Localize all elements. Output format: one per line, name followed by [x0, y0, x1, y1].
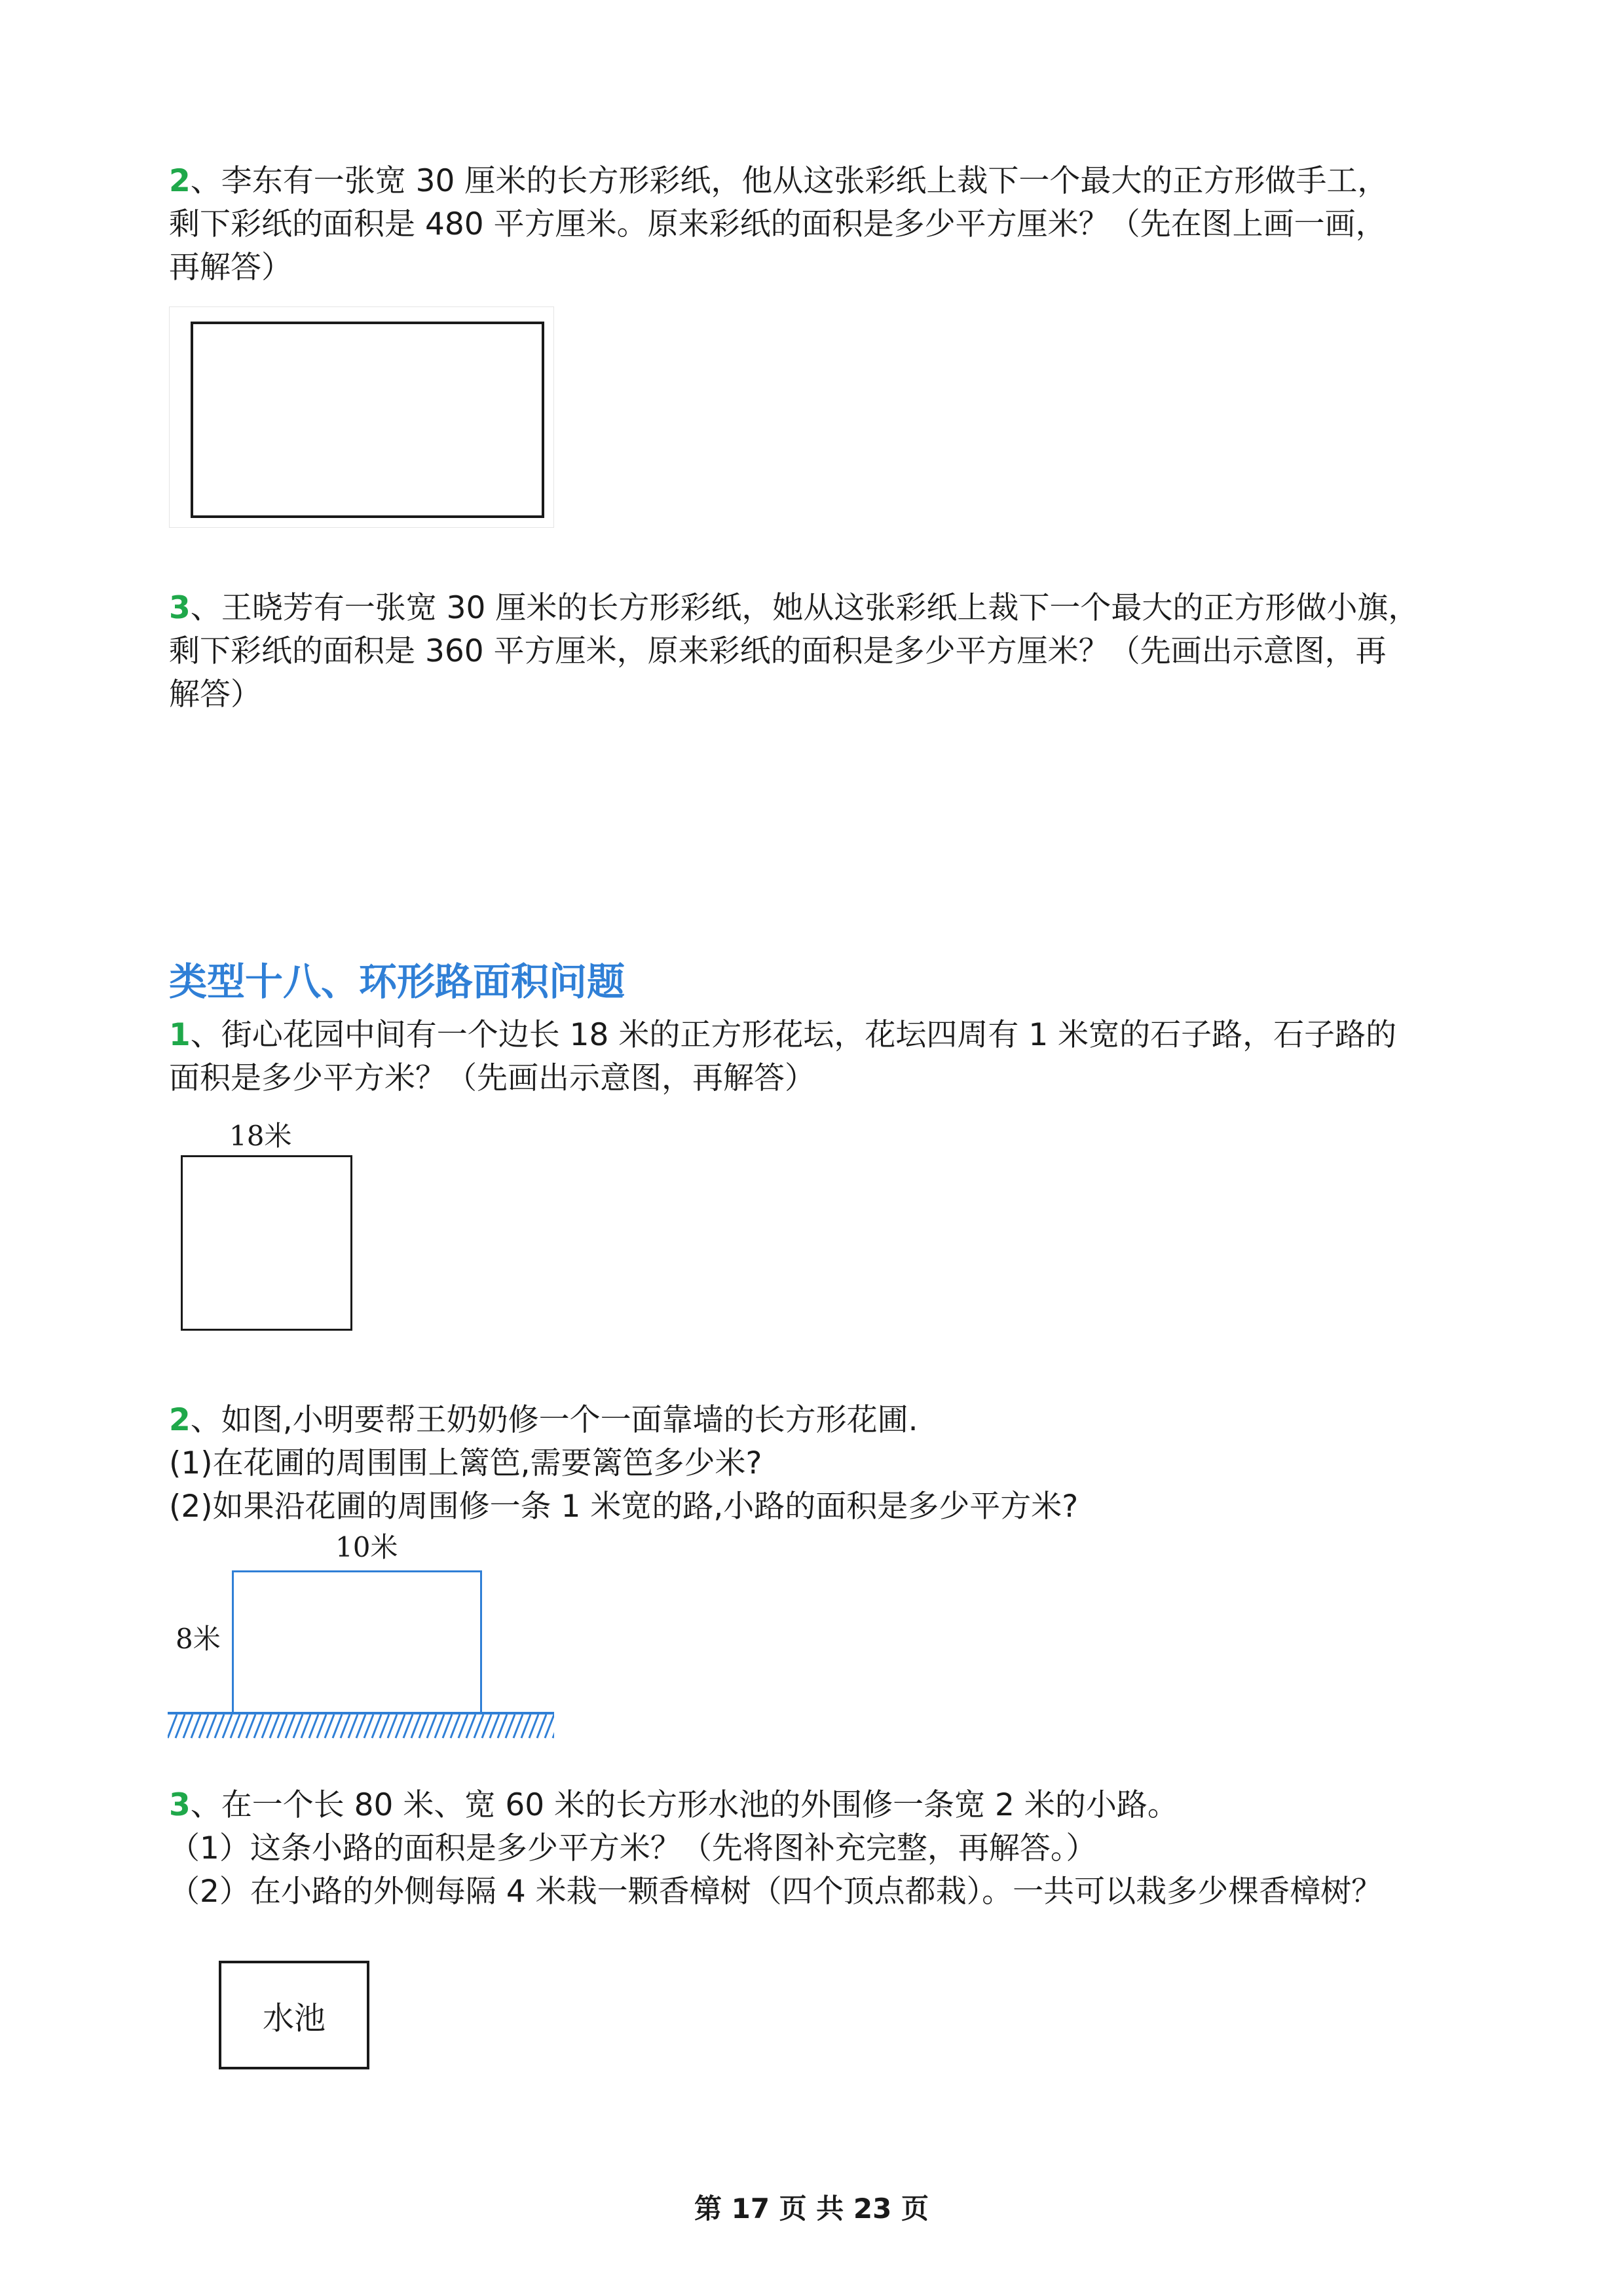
hatch-mark — [246, 1714, 255, 1738]
hatch-mark — [341, 1714, 350, 1738]
hatch-mark — [317, 1714, 326, 1738]
square-side-label: 18米 — [229, 1120, 292, 1152]
garden-rectangle — [232, 1570, 482, 1714]
hatch-mark — [506, 1714, 515, 1738]
hatch-mark — [372, 1714, 381, 1738]
hatch-mark — [183, 1714, 193, 1738]
hatch-mark — [474, 1714, 483, 1738]
hatch-mark — [529, 1714, 538, 1738]
hatch-mark — [380, 1714, 389, 1738]
hatch-mark — [168, 1714, 177, 1738]
hatch-mark — [396, 1714, 405, 1738]
wall-hatch — [168, 1711, 554, 1741]
hatch-mark — [443, 1714, 452, 1738]
problem-2-garden: 2、如图,小明要帮王奶奶修一个一面靠墙的长方形花圃. (1)在花圃的周围围上篱笆,需要篱笆多少米? (2)如果沿花圃的周围修一条 1 米宽的路,小路的面积是多少平方米? — [169, 1402, 1079, 1525]
hatch-mark — [176, 1714, 185, 1738]
flower-bed-square — [181, 1155, 352, 1331]
hatch-mark — [333, 1714, 342, 1738]
hatch-mark — [451, 1714, 460, 1738]
problem-number: 2 — [169, 1402, 191, 1438]
hatch-mark — [270, 1714, 279, 1738]
hatch-mark — [301, 1714, 310, 1738]
problem-3-cutting: 3、王晓芳有一张宽 30 厘米的长方形彩纸，她从这张彩纸上裁下一个最大的正方形做小旗， 剩下彩纸的面积是 360 平方厘米，原来彩纸的面积是多少平方厘米？（先画出示意图，再 解答） — [169, 590, 1419, 713]
problem-number: 3 — [169, 590, 191, 626]
problem-number: 1 — [169, 1017, 191, 1053]
hatch-mark — [521, 1714, 531, 1738]
hatch-mark — [537, 1714, 546, 1738]
section-heading: 类型十八、环形路面积问题 — [169, 959, 625, 1004]
hatch-mark — [427, 1714, 436, 1738]
hatch-mark — [309, 1714, 318, 1738]
problem-3-pool: 3、在一个长 80 米、宽 60 米的长方形水池的外围修一条宽 2 米的小路。 （1）这条小路的面积是多少平方米？（先将图补充完整，再解答。） （2）在小路的外侧每隔 4 米栽一颗香樟树（四个顶点都栽）。一共可以栽多少棵香樟树？ — [169, 1787, 1383, 1910]
hatch-mark — [490, 1714, 499, 1738]
hatch-mark — [215, 1714, 224, 1738]
hatch-mark — [262, 1714, 271, 1738]
hatch-mark — [254, 1714, 263, 1738]
problem-number: 2 — [169, 163, 191, 199]
hatch-mark — [191, 1714, 200, 1738]
problem-2-cutting: 2、李东有一张宽 30 厘米的长方形彩纸，他从这张彩纸上裁下一个最大的正方形做手工， 剩下彩纸的面积是 480 平方厘米。原来彩纸的面积是多少平方厘米？（先在图上画一画， 再解答） — [169, 163, 1389, 286]
hatch-mark — [498, 1714, 507, 1738]
hatch-mark — [513, 1714, 523, 1738]
hatch-mark — [356, 1714, 365, 1738]
hatch-mark — [364, 1714, 373, 1738]
hatch-mark — [207, 1714, 216, 1738]
hatch-mark — [411, 1714, 420, 1738]
hatch-mark — [293, 1714, 303, 1738]
pool-rectangle — [219, 1961, 369, 2069]
hatch-mark — [482, 1714, 491, 1738]
hatch-mark — [348, 1714, 358, 1738]
hatch-mark — [466, 1714, 476, 1738]
garden-width-label: 8米 — [176, 1623, 221, 1655]
hatch-mark — [388, 1714, 397, 1738]
hatch-mark — [545, 1714, 554, 1738]
hatch-mark — [325, 1714, 334, 1738]
hatch-mark — [238, 1714, 248, 1738]
hatch-mark — [278, 1714, 287, 1738]
hatch-mark — [458, 1714, 468, 1738]
hatch-mark — [199, 1714, 208, 1738]
page-footer: 第 17 页 共 23 页 — [694, 2193, 929, 2225]
paper-rectangle — [191, 322, 544, 518]
hatch-mark — [286, 1714, 295, 1738]
pool-label: 水池 — [262, 1999, 326, 2037]
garden-length-label: 10米 — [335, 1531, 398, 1563]
hatch-mark — [403, 1714, 413, 1738]
hatch-mark — [419, 1714, 428, 1738]
problem-1-ring-path: 1、街心花园中间有一个边长 18 米的正方形花坛，花坛四周有 1 米宽的石子路，石子路的 面积是多少平方米？（先画出示意图，再解答） — [169, 1017, 1397, 1096]
hatch-mark — [223, 1714, 232, 1738]
problem-number: 3 — [169, 1787, 191, 1823]
hatch-mark — [231, 1714, 240, 1738]
paper-rectangle-figure — [169, 306, 554, 528]
hatch-mark — [435, 1714, 444, 1738]
